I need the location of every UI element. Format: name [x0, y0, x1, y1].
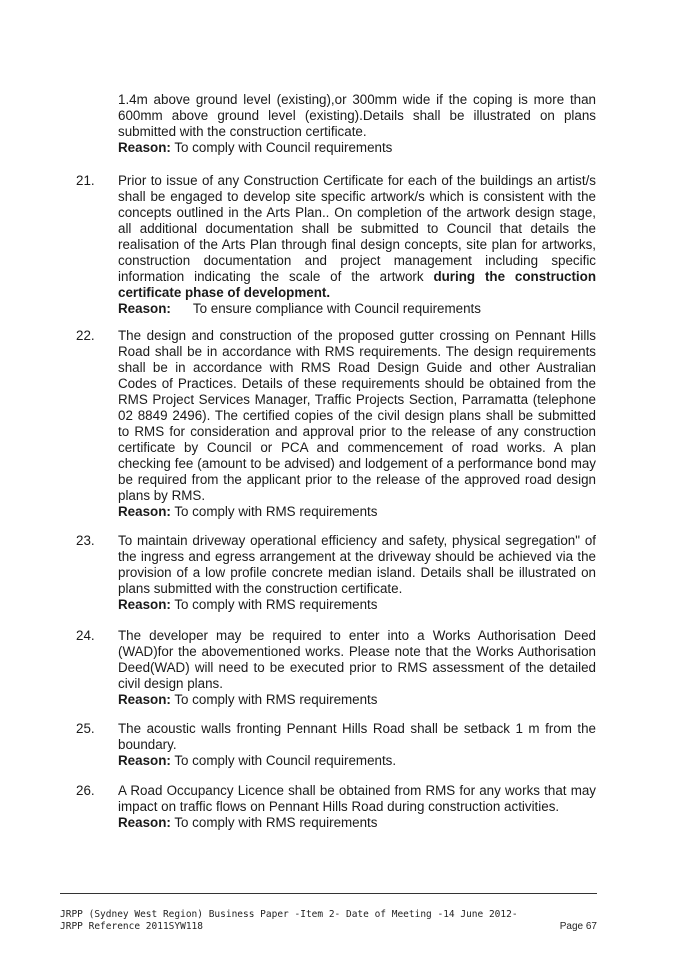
condition-reason [118, 504, 596, 520]
condition-25 [76, 721, 596, 769]
reason-text: To comply with Council requirements. [170, 753, 397, 768]
reason-label: Reason: [118, 692, 171, 707]
condition-text-bold: during the construction certificate phase of development. [118, 269, 596, 300]
condition-reason [118, 815, 596, 831]
reason-text: To comply with Council requirements [170, 140, 393, 155]
condition-reason [118, 301, 596, 317]
condition-21 [76, 173, 596, 317]
condition-number: 21. [76, 173, 95, 188]
condition-reason [118, 692, 596, 708]
condition-text: To maintain driveway operational efficiency and safety, physical segregation" of the ingress and egress arrangement at the driveway should be achieved via the provision of a low profile concrete median island. Details shall be illustrated on plans submitted with the construction certificate. [118, 533, 596, 596]
condition-text [118, 173, 596, 301]
condition-number: 23. [76, 533, 95, 548]
footer-reference-line: JRPP Reference 2011SYW118 [60, 921, 203, 932]
reason-text: To ensure compliance with Council requirements [170, 301, 481, 316]
condition-text-regular: Prior to issue of any Construction Certificate for each of the buildings an artist/s shall be engaged to develop site specific artwork/s which is consistent with the concepts outlined in the Arts Plan.. On completion of the artwork design stage, all additional documentation shall be submitted to Council that details the realisation of the Arts Plan through final design concepts, site plan for artworks, construction documentation and project management including specific information indicating the scale of the artwork [118, 173, 596, 284]
condition-text: The developer may be required to enter into a Works Authorisation Deed (WAD)for the abovementioned works. Please note that the Works Authorisation Deed(WAD) will need to be executed prior to RMS assessment of the detailed civil design plans. [118, 628, 596, 691]
reason-text: To comply with RMS requirements [170, 692, 378, 707]
condition-text: The design and construction of the proposed gutter crossing on Pennant Hills Road shall be in accordance with RMS requirements. The design requirements shall be in accordance with RMS Road Design Guide and other Australian Codes of Practices. Details of these requirements should be obtained from the RMS Project Services Manager, Traffic Projects Section, Parramatta (telephone 02 8849 2496). The certified copies of the civil design plans shall be submitted to RMS for consideration and approval prior to the release of any construction certificate by Council or PCA and commencement of road works. A plan checking fee (amount to be advised) and lodgement of a performance bond may be required from the applicant prior to the release of the approved road design plans by RMS. [118, 328, 596, 503]
condition-reason [118, 753, 596, 769]
condition-26 [76, 783, 596, 831]
condition-text: The acoustic walls fronting Pennant Hills Road shall be setback 1 m from the boundary. [118, 721, 596, 752]
condition-23 [76, 533, 596, 613]
condition-number: 25. [76, 721, 95, 736]
condition-24 [76, 628, 596, 708]
reason-label: Reason: [118, 504, 171, 519]
reason-label: Reason: [118, 815, 171, 830]
intro-paragraph: 1.4m above ground level (existing),or 300mm wide if the coping is more than 600mm above ground level (existing).Details shall be illustrated on plans submitted with the construction certificate. [118, 92, 596, 139]
condition-number: 22. [76, 328, 95, 343]
reason-text: To comply with RMS requirements [170, 597, 378, 612]
continued-condition-text [118, 92, 596, 156]
reason-text: To comply with RMS requirements [170, 504, 378, 519]
reason-label: Reason: [118, 597, 171, 612]
condition-text: A Road Occupancy Licence shall be obtained from RMS for any works that may impact on traffic flows on Pennant Hills Road during construction activities. [118, 783, 596, 814]
reason-label: Reason: [118, 140, 171, 155]
condition-22 [76, 328, 596, 520]
page-footer [60, 909, 597, 933]
condition-number: 26. [76, 783, 95, 798]
footer-meeting-line: JRPP (Sydney West Region) Business Paper -Item 2- Date of Meeting -14 June 2012- [60, 909, 518, 920]
condition-number: 24. [76, 628, 95, 643]
reason-label: Reason: [118, 753, 171, 768]
footer-divider [60, 893, 597, 894]
reason-label: Reason: [118, 301, 171, 316]
intro-reason [118, 140, 596, 156]
condition-reason [118, 597, 596, 613]
page-number: Page 67 [559, 921, 597, 932]
reason-text: To comply with RMS requirements [170, 815, 378, 830]
